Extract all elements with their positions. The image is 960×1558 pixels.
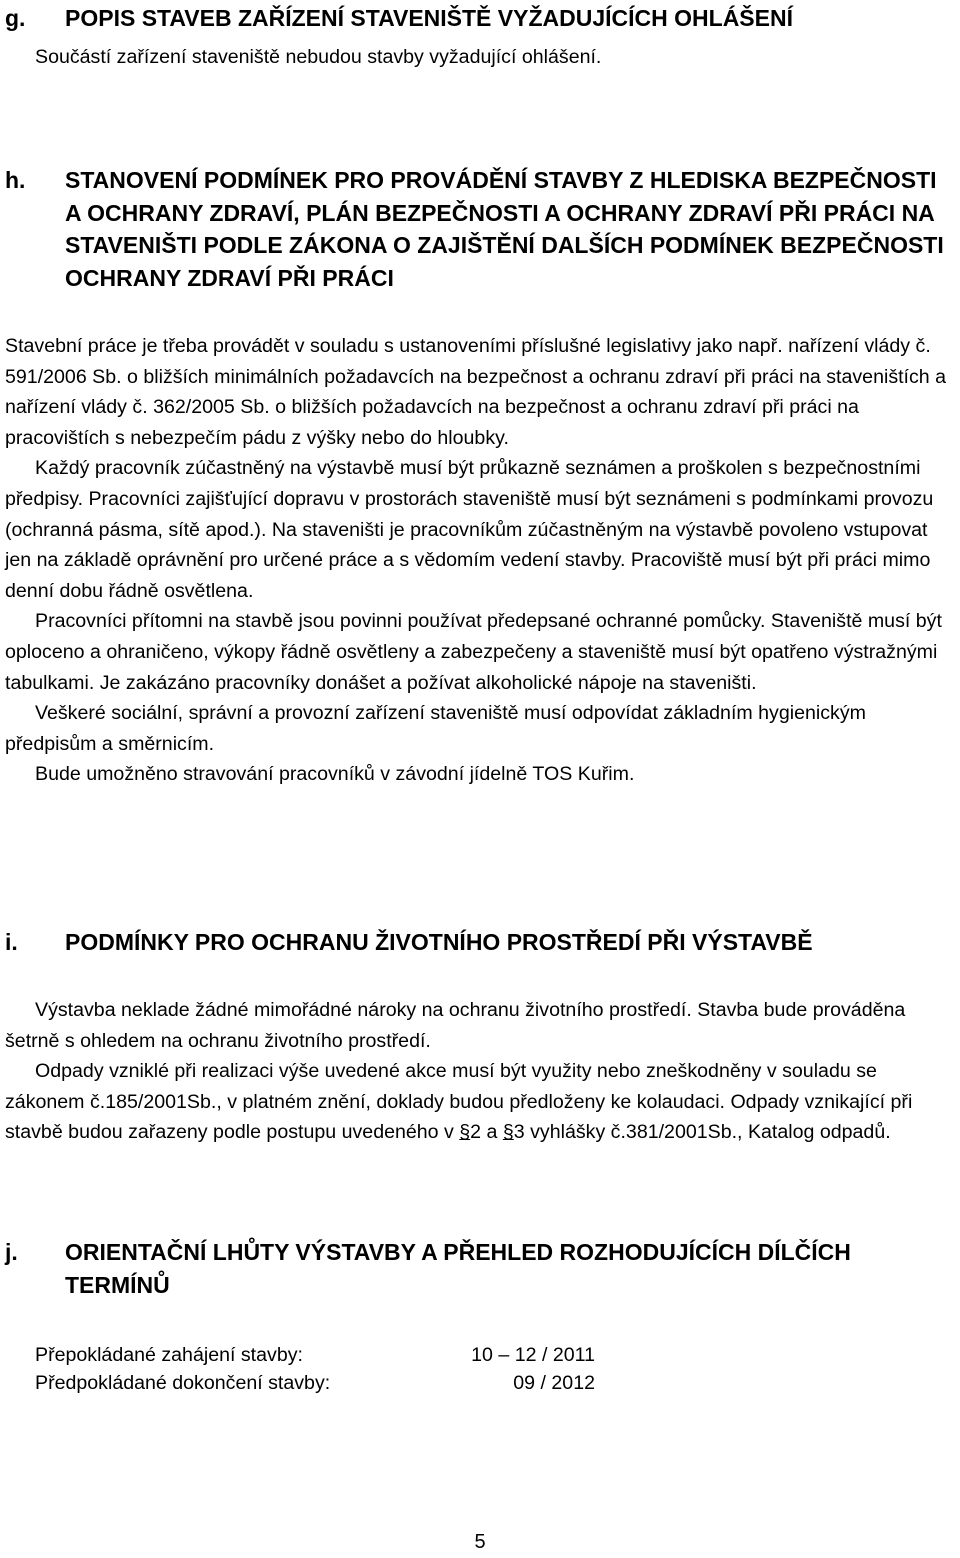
section-h-letter: h. [5,167,26,193]
section-i-paragraph-2-part-2: 2 a [470,1121,503,1144]
section-i-paragraph-2-part-1: Odpady vzniklé při realizaci výše uvedené akce musí být využity nebo zneškodněny v souladu se zákonem č.185/2001Sb., v platném znění, doklady budou předloženy ke kolaudaci. Odpady vznikající při stavbě budou zařazeny podle postupu uvedeného v [5,1060,913,1144]
section-j-heading [0,1236,945,1301]
end-date-value: 09 / 2012 [513,1372,595,1394]
section-i-letter: i. [5,929,18,955]
section-h-paragraph-4: Veškeré sociální, správní a provozní zařízení staveniště musí odpovídat základním hygienickým předpisům a směrnicím. [5,702,866,755]
section-h-paragraph-1: Stavební práce je třeba provádět v souladu s ustanoveními příslušné legislativy jako např. nařízení vlády č. 591/2006 Sb. o bližších minimálních požadavcích na bezpečnost a ochranu zdraví při práci na staveništích a nařízení vlády č. 362/2005 Sb. o bližších požadavcích na bezpečnost a ochranu zdraví při práci na pracovištích s nebezpečím pádu z výšky nebo do hloubky. [5,335,947,449]
section-h-paragraph-5: Bude umožněno stravování pracovníků v závodní jídelně TOS Kuřim. [35,763,635,786]
start-date-value: 10 – 12 / 2011 [471,1344,595,1366]
end-date-row [35,1369,595,1397]
section-i-paragraph-2-part-3: 3 vyhlášky č.381/2001Sb., Katalog odpadů. [513,1121,891,1144]
construction-dates [35,1341,595,1397]
page-number: 5 [474,1531,486,1553]
section-h-body [5,331,953,790]
section-h-title: STANOVENÍ PODMÍNEK PRO PROVÁDĚNÍ STAVBY Z HLEDISKA BEZPEČNOSTI A OCHRANY ZDRAVÍ, PLÁN BEZPEČNOSTI A OCHRANY ZDRAVÍ PŘI PRÁCI NA STAVENIŠTI PODLE ZÁKONA O ZAJIŠTĚNÍ DALŠÍCH PODMÍNEK BEZPEČNOSTI OCHRANY ZDRAVÍ PŘI PRÁCI [65,167,944,291]
section-g-body [5,42,953,73]
section-i-paragraph-1: Výstavba neklade žádné mimořádné nároky na ochranu životního prostředí. Stavba bude prováděna šetrně s ohledem na ochranu životního prostředí. [5,999,906,1052]
section-sign-1: § [459,1121,471,1144]
section-g-heading [0,2,945,35]
start-date-row [35,1341,595,1369]
section-j-letter: j. [5,1239,18,1265]
section-g-title: POPIS STAVEB ZAŘÍZENÍ STAVENIŠTĚ VYŽADUJÍCÍCH OHLÁŠENÍ [65,5,793,31]
section-i-body [5,995,953,1148]
section-i-paragraph-2 [5,1056,953,1148]
end-date-label: Předpokládané dokončení stavby: [35,1372,331,1394]
section-sign-2: § [502,1121,514,1144]
section-g-letter: g. [5,5,26,31]
section-h-heading [0,164,945,294]
section-j-title: ORIENTAČNÍ LHŮTY VÝSTAVBY A PŘEHLED ROZHODUJÍCÍCH DÍLČÍCH TERMÍNŮ [65,1239,851,1298]
start-date-label: Přepokládané zahájení stavby: [35,1344,303,1366]
section-g-paragraph: Součástí zařízení staveniště nebudou stavby vyžadující ohlášení. [35,46,602,68]
section-h-paragraph-2: Každý pracovník zúčastněný na výstavbě musí být průkazně seznámen a proškolen s bezpečnostními předpisy. Pracovníci zajišťující dopravu v prostorách staveniště musí být seznámeni s podmínkami provozu (ochranná pásma, sítě apod.). Na staveništi je pracovníkům zúčastněným na výstavbě povoleno vstupovat jen na základě oprávnění pro určené práce a s vědomím vedení stavby. Pracoviště musí být při práci mimo denní dobu řádně osvětlena. [5,457,934,602]
section-i-heading [0,926,945,959]
section-h-paragraph-3: Pracovníci přítomni na stavbě jsou povinni používat předepsané ochranné pomůcky. Staveniště musí být oploceno a ohraničeno, výkopy řádně osvětleny a zabezpečeny a staveniště musí být opatřeno výstražnými tabulkami. Je zakázáno pracovníky donášet a požívat alkoholické nápoje na staveništi. [5,610,942,694]
section-i-title: PODMÍNKY PRO OCHRANU ŽIVOTNÍHO PROSTŘEDÍ PŘI VÝSTAVBĚ [65,929,813,955]
